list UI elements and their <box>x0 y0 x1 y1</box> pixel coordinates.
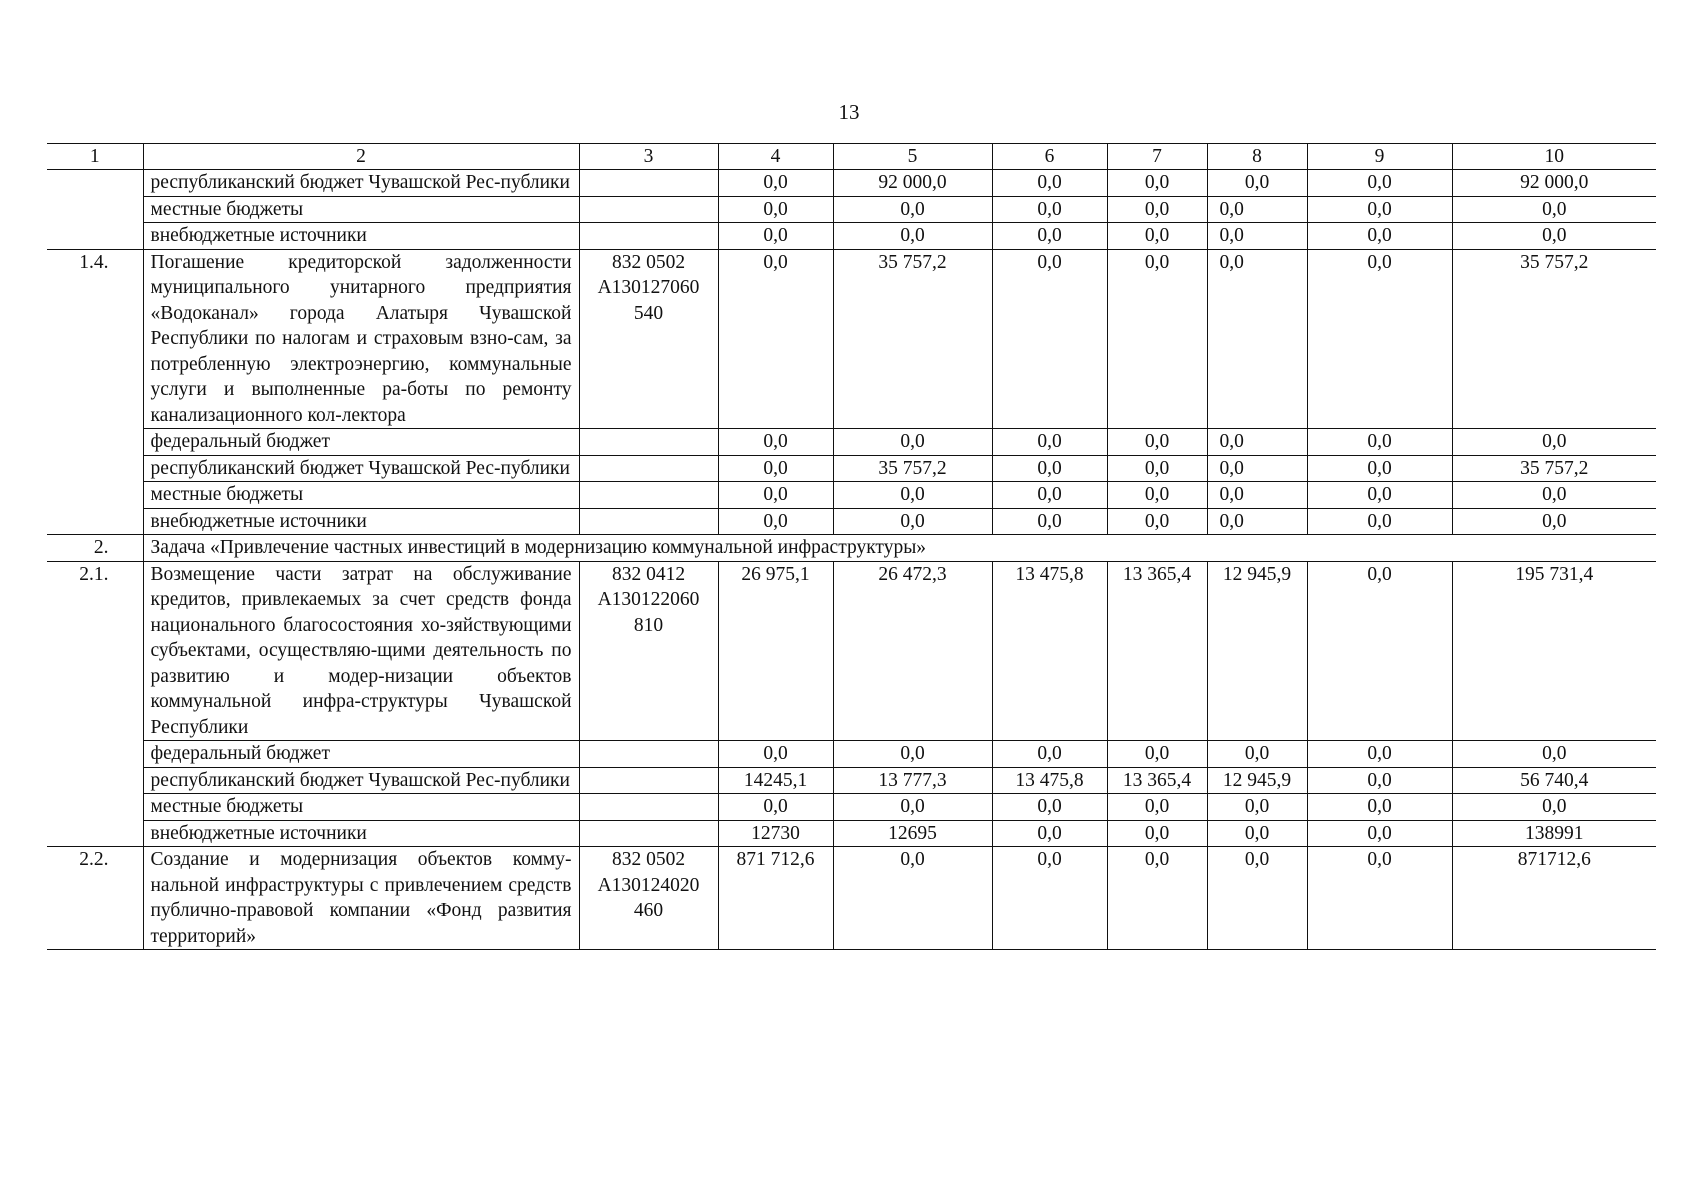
row-value-7: 0,0 <box>1107 508 1207 535</box>
header-cell: 10 <box>1452 144 1656 170</box>
row-description: местные бюджеты <box>143 794 579 821</box>
row-value-7: 0,0 <box>1107 820 1207 847</box>
row-value-9: 0,0 <box>1307 794 1452 821</box>
row-value-9: 0,0 <box>1307 561 1452 741</box>
row-value-8: 0,0 <box>1207 482 1307 509</box>
row-code: 832 0412 А130122060 810 <box>579 561 718 741</box>
row-value-7: 0,0 <box>1107 794 1207 821</box>
row-value-10: 35 757,2 <box>1452 249 1656 429</box>
row-value-6: 0,0 <box>992 847 1107 950</box>
row-code: 832 0502 А130127060 540 <box>579 249 718 429</box>
table-row <box>47 170 1656 197</box>
row-value-8: 0,0 <box>1207 508 1307 535</box>
row-value-10: 0,0 <box>1452 508 1656 535</box>
row-value-10: 0,0 <box>1452 741 1656 768</box>
header-cell: 3 <box>579 144 718 170</box>
row-value-9: 0,0 <box>1307 820 1452 847</box>
row-value-10: 0,0 <box>1452 429 1656 456</box>
row-value-5: 13 777,3 <box>833 767 992 794</box>
row-code <box>579 794 718 821</box>
table-row <box>47 561 1656 741</box>
row-value-5: 0,0 <box>833 482 992 509</box>
row-value-6: 13 475,8 <box>992 767 1107 794</box>
table-row <box>47 482 1656 509</box>
row-value-4: 0,0 <box>718 196 833 223</box>
row-value-9: 0,0 <box>1307 249 1452 429</box>
row-value-9: 0,0 <box>1307 767 1452 794</box>
table-row <box>47 196 1656 223</box>
table-header-row <box>47 144 1656 170</box>
row-value-9: 0,0 <box>1307 847 1452 950</box>
table-row <box>47 767 1656 794</box>
row-value-10: 0,0 <box>1452 196 1656 223</box>
row-code <box>579 482 718 509</box>
row-value-4: 14245,1 <box>718 767 833 794</box>
row-value-5: 26 472,3 <box>833 561 992 741</box>
row-index: 2.2. <box>47 847 143 950</box>
row-value-5: 12695 <box>833 820 992 847</box>
row-description: внебюджетные источники <box>143 820 579 847</box>
row-value-10: 35 757,2 <box>1452 455 1656 482</box>
row-value-10: 195 731,4 <box>1452 561 1656 741</box>
row-value-9: 0,0 <box>1307 429 1452 456</box>
row-value-5: 35 757,2 <box>833 249 992 429</box>
row-value-5: 0,0 <box>833 508 992 535</box>
row-value-8: 0,0 <box>1207 455 1307 482</box>
row-code <box>579 508 718 535</box>
row-value-8: 0,0 <box>1207 170 1307 197</box>
row-value-8: 0,0 <box>1207 223 1307 250</box>
table-row <box>47 455 1656 482</box>
row-value-7: 13 365,4 <box>1107 767 1207 794</box>
row-value-7: 0,0 <box>1107 455 1207 482</box>
row-value-6: 0,0 <box>992 741 1107 768</box>
row-value-9: 0,0 <box>1307 741 1452 768</box>
row-value-7: 13 365,4 <box>1107 561 1207 741</box>
row-value-6: 0,0 <box>992 820 1107 847</box>
row-value-4: 0,0 <box>718 170 833 197</box>
row-description: республиканский бюджет Чувашской Рес-публики <box>143 455 579 482</box>
row-value-8: 0,0 <box>1207 249 1307 429</box>
task-title: Задача «Привлечение частных инвестиций в модернизацию коммунальной инфраструктуры» <box>143 535 1656 562</box>
row-value-4: 26 975,1 <box>718 561 833 741</box>
row-value-4: 0,0 <box>718 223 833 250</box>
header-cell: 8 <box>1207 144 1307 170</box>
row-code <box>579 170 718 197</box>
row-value-9: 0,0 <box>1307 508 1452 535</box>
row-description: федеральный бюджет <box>143 429 579 456</box>
row-value-8: 0,0 <box>1207 847 1307 950</box>
row-value-6: 0,0 <box>992 249 1107 429</box>
table-row <box>47 249 1656 429</box>
row-description: Возмещение части затрат на обслуживание кредитов, привлекаемых за счет средств фонда национального благосостояния хо-зяйствующими субъектами, осуществляю-щими деятельность по развитию и модер-низации объектов коммунальной инфра-структуры Чувашской Республики <box>143 561 579 741</box>
header-cell: 5 <box>833 144 992 170</box>
row-value-10: 56 740,4 <box>1452 767 1656 794</box>
table-row <box>47 508 1656 535</box>
task-row <box>47 535 1656 562</box>
row-value-8: 12 945,9 <box>1207 561 1307 741</box>
row-code <box>579 196 718 223</box>
row-code: 832 0502 А130124020 460 <box>579 847 718 950</box>
row-value-7: 0,0 <box>1107 429 1207 456</box>
row-value-8: 0,0 <box>1207 794 1307 821</box>
table-row <box>47 820 1656 847</box>
row-value-4: 0,0 <box>718 455 833 482</box>
row-code <box>579 223 718 250</box>
row-description: Создание и модернизация объектов комму-нальной инфраструктуры с привлечением средств публично-правовой компании «Фонд развития территорий» <box>143 847 579 950</box>
row-value-6: 0,0 <box>992 794 1107 821</box>
row-value-4: 0,0 <box>718 429 833 456</box>
row-value-6: 13 475,8 <box>992 561 1107 741</box>
row-value-10: 0,0 <box>1452 223 1656 250</box>
page-number: 13 <box>838 100 860 124</box>
row-value-10: 138991 <box>1452 820 1656 847</box>
header-cell: 4 <box>718 144 833 170</box>
row-value-4: 871 712,6 <box>718 847 833 950</box>
row-index <box>47 170 143 250</box>
row-code <box>579 741 718 768</box>
row-value-4: 12730 <box>718 820 833 847</box>
row-value-4: 0,0 <box>718 794 833 821</box>
row-value-8: 12 945,9 <box>1207 767 1307 794</box>
row-value-9: 0,0 <box>1307 223 1452 250</box>
row-value-7: 0,0 <box>1107 249 1207 429</box>
row-value-8: 0,0 <box>1207 196 1307 223</box>
row-value-5: 0,0 <box>833 741 992 768</box>
row-value-5: 92 000,0 <box>833 170 992 197</box>
table-row <box>47 223 1656 250</box>
row-description: республиканский бюджет Чувашской Рес-публики <box>143 767 579 794</box>
table-row <box>47 741 1656 768</box>
row-value-6: 0,0 <box>992 170 1107 197</box>
row-value-5: 0,0 <box>833 223 992 250</box>
row-index: 2. <box>47 535 143 562</box>
row-index: 2.1. <box>47 561 143 847</box>
row-value-9: 0,0 <box>1307 482 1452 509</box>
row-code <box>579 455 718 482</box>
budget-table <box>47 143 1656 950</box>
row-value-9: 0,0 <box>1307 170 1452 197</box>
table-row <box>47 794 1656 821</box>
row-description: местные бюджеты <box>143 196 579 223</box>
header-cell: 9 <box>1307 144 1452 170</box>
row-value-4: 0,0 <box>718 249 833 429</box>
row-value-5: 0,0 <box>833 429 992 456</box>
table-row <box>47 429 1656 456</box>
row-description: федеральный бюджет <box>143 741 579 768</box>
row-value-9: 0,0 <box>1307 196 1452 223</box>
row-value-6: 0,0 <box>992 196 1107 223</box>
row-value-10: 0,0 <box>1452 482 1656 509</box>
table-row <box>47 847 1656 950</box>
row-code <box>579 767 718 794</box>
row-value-8: 0,0 <box>1207 820 1307 847</box>
row-value-5: 35 757,2 <box>833 455 992 482</box>
row-value-9: 0,0 <box>1307 455 1452 482</box>
row-code <box>579 429 718 456</box>
row-description: Погашение кредиторской задолженности муниципального унитарного предприятия «Водоканал» города Алатыря Чувашской Республики по налогам и страховым взно-сам, за потребленную электроэнергию, коммунальные услуги и выполненные ра-боты по ремонту канализационного кол-лектора <box>143 249 579 429</box>
row-value-6: 0,0 <box>992 508 1107 535</box>
header-cell: 1 <box>47 144 143 170</box>
row-value-6: 0,0 <box>992 223 1107 250</box>
row-value-7: 0,0 <box>1107 196 1207 223</box>
row-code <box>579 820 718 847</box>
row-value-5: 0,0 <box>833 794 992 821</box>
row-value-8: 0,0 <box>1207 429 1307 456</box>
row-value-5: 0,0 <box>833 847 992 950</box>
row-value-6: 0,0 <box>992 455 1107 482</box>
row-value-10: 92 000,0 <box>1452 170 1656 197</box>
row-value-7: 0,0 <box>1107 170 1207 197</box>
row-value-10: 871712,6 <box>1452 847 1656 950</box>
row-value-4: 0,0 <box>718 508 833 535</box>
row-description: внебюджетные источники <box>143 223 579 250</box>
row-value-6: 0,0 <box>992 482 1107 509</box>
row-description: местные бюджеты <box>143 482 579 509</box>
row-description: внебюджетные источники <box>143 508 579 535</box>
row-value-7: 0,0 <box>1107 482 1207 509</box>
row-value-5: 0,0 <box>833 196 992 223</box>
row-value-7: 0,0 <box>1107 223 1207 250</box>
header-cell: 7 <box>1107 144 1207 170</box>
row-value-6: 0,0 <box>992 429 1107 456</box>
row-value-7: 0,0 <box>1107 741 1207 768</box>
row-description: республиканский бюджет Чувашской Рес-публики <box>143 170 579 197</box>
row-value-4: 0,0 <box>718 741 833 768</box>
row-index: 1.4. <box>47 249 143 535</box>
row-value-7: 0,0 <box>1107 847 1207 950</box>
header-cell: 6 <box>992 144 1107 170</box>
header-cell: 2 <box>143 144 579 170</box>
row-value-4: 0,0 <box>718 482 833 509</box>
row-value-8: 0,0 <box>1207 741 1307 768</box>
row-value-10: 0,0 <box>1452 794 1656 821</box>
